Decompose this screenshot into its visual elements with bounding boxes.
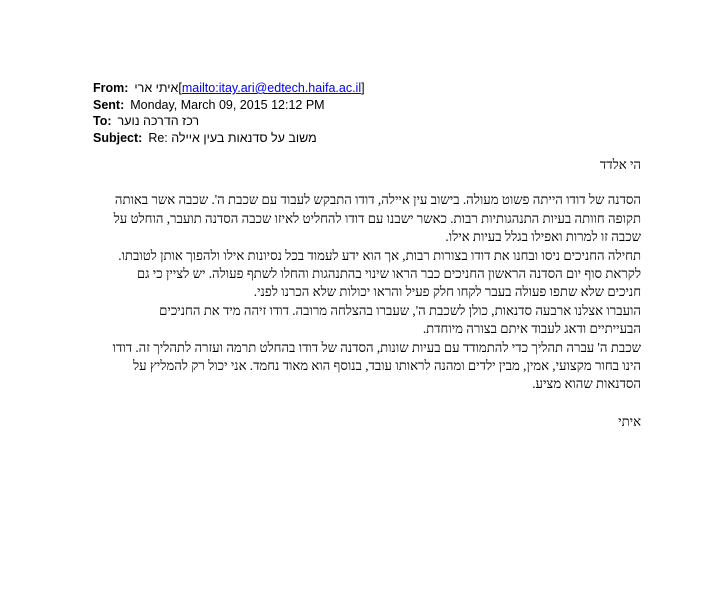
sent-value: Monday, March 09, 2015 12:12 PM (130, 97, 325, 112)
from-label: From: (93, 81, 129, 95)
from-link-open-bracket: [ (178, 81, 182, 95)
greeting: הי אלדד (599, 157, 641, 172)
to-value: רכז הדרכה נוער (117, 114, 200, 128)
email-header (93, 80, 653, 146)
subject-prefix: Re: (148, 130, 168, 145)
sent-row (93, 97, 653, 114)
from-email-link[interactable]: mailto:itay.ari@edtech.haifa.ac.il (181, 81, 362, 95)
body-paragraph: הסדנה של דודו הייתה פשוט מעולה. בישוב עין איילה, דודו התבקש לעבוד עם שכבת ה'. שכבה אשר באותה תקופה חוותה בעיות התנהגותיות רבות. כאשר ישבנו עם דודו להחליט לאיזו שכבה הסדנה תועבר, הוחלט על שכבה זו למרות ואפילו בגלל בעיות אילו. (113, 192, 641, 245)
subject-value: משוב על סדנאות בעין איילה (171, 130, 317, 145)
body-paragraph: תחילה החניכים ניסו ובחנו את דודו בצורות רבות, אך הוא ידע לעמוד בכל נסיונות אילו ולהפוך אותן לטובתו. לקראת סוף יום הסדנה הראשון החניכים כבר הראו שינוי בהתנהגות והחלו לשתף פעולה. יש לציין כי גם חניכים שלא שתפו פעולה בעבר לקחו חלק פעיל והראו יכולות שלא הכרנו לפני. (118, 247, 641, 300)
signature: איתי (618, 413, 641, 429)
subject-label: Subject: (93, 130, 143, 145)
sent-label: Sent: (93, 97, 125, 112)
to-row (93, 113, 653, 130)
from-row (93, 80, 653, 97)
body-paragraph: שכבת ה' עברה תהליך כדי להתמודד עם בעיות שונות, הסדנה של דודו בהחלט תרמה ועזרה לתהליך זה. דודו הינו בחור מקצועי, אמין, מבין ילדים ומהנה לראותו עובד, בנוסף הוא מאוד נחמד. אני יכול רק להמליץ על הסדנאות שהוא מציע. (112, 339, 641, 392)
to-label: To: (93, 114, 112, 128)
from-link-close-bracket: ] (361, 81, 365, 95)
from-name: איתי ארי (134, 81, 179, 95)
email-body (108, 156, 641, 431)
subject-row (93, 130, 653, 147)
body-paragraph: הועברו אצלנו ארבעה סדנאות, כולן לשכבת ה', שעברו בהצלחה מרובה. דודו זיהה מיד את החניכים הבעייתיים ודאג לעבוד איתם בצורה מיוחדת. (159, 302, 641, 337)
